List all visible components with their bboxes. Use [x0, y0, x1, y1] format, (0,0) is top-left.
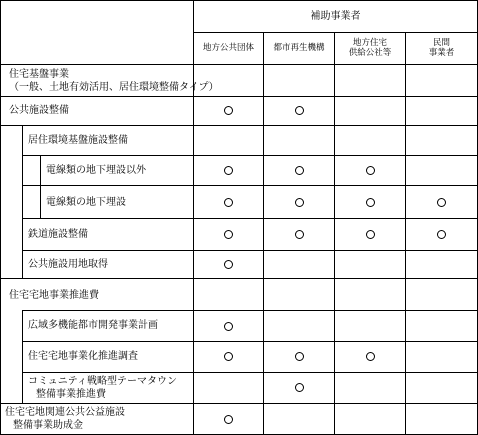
- mark-circle: [295, 166, 304, 175]
- mark-circle: [366, 230, 375, 239]
- row-label-subsidy-1: 住宅宅地関連公共公益施設: [5, 407, 125, 418]
- mark-circle: [224, 260, 233, 269]
- h-line: [193, 32, 477, 33]
- v-line: [263, 32, 264, 435]
- h-line: [22, 218, 478, 219]
- mark-circle: [295, 106, 304, 115]
- header-col-3: 地方住宅 供給公社等: [348, 38, 392, 58]
- h-line: [0, 125, 478, 126]
- row-label-housing-base: 住宅基盤事業: [9, 69, 69, 80]
- row-label-theme-town-2: 整備事業推進費: [36, 389, 106, 400]
- mark-circle: [224, 198, 233, 207]
- mark-circle: [437, 230, 446, 239]
- mark-circle: [224, 352, 233, 361]
- row-label-underground: 電線類の地下埋設: [46, 197, 126, 208]
- v-line: [22, 310, 23, 403]
- v-line: [22, 125, 23, 278]
- h-line: [22, 155, 478, 156]
- h-line: [0, 64, 478, 65]
- mark-circle: [366, 166, 375, 175]
- h-line: [22, 372, 478, 373]
- mark-circle: [295, 198, 304, 207]
- header-group-label: 補助事業者: [310, 11, 361, 22]
- header-col-1: 地方公共団体: [202, 43, 254, 53]
- row-label-living-env: 居住環境基盤施設整備: [28, 135, 128, 146]
- v-line: [193, 0, 194, 435]
- mark-circle: [295, 230, 304, 239]
- mark-circle: [366, 352, 375, 361]
- mark-circle: [224, 415, 233, 424]
- shade-header-left: [1, 1, 193, 63]
- mark-circle: [295, 383, 304, 392]
- header-col-4: 民間 事業者: [428, 38, 455, 58]
- mark-circle: [224, 322, 233, 331]
- h-line: [0, 403, 478, 404]
- mark-circle: [224, 230, 233, 239]
- row-label-land-acquisition: 公共施設用地取得: [28, 259, 108, 270]
- v-line: [405, 32, 406, 435]
- row-label-theme-town-1: コミュニティ戦略型テーマタウン: [28, 376, 177, 387]
- header-col-2: 都市再生機構: [273, 43, 325, 53]
- row-label-multi-function: 広域多機能都市開発事業計画: [28, 320, 158, 331]
- h-line: [22, 310, 478, 311]
- h-line: [22, 185, 478, 186]
- h-line: [22, 250, 478, 251]
- mark-circle: [224, 106, 233, 115]
- h-line: [0, 96, 478, 97]
- row-sublabel-housing-base: （一般、土地有効活用、居住環境整備タイプ）: [9, 82, 219, 93]
- h-line: [0, 278, 478, 279]
- row-label-survey: 住宅宅地事業化推進調査: [28, 351, 138, 362]
- h-line: [22, 341, 478, 342]
- row-label-promotion: 住宅宅地事業推進費: [9, 290, 99, 301]
- mark-circle: [224, 166, 233, 175]
- v-line: [40, 155, 41, 218]
- row-label-public-facility: 公共施設整備: [9, 105, 69, 116]
- mark-circle: [366, 198, 375, 207]
- row-label-non-underground: 電線類の地下埋設以外: [46, 165, 146, 176]
- row-label-railway: 鉄道施設整備: [28, 229, 88, 240]
- v-line: [334, 32, 335, 435]
- mark-circle: [437, 198, 446, 207]
- row-label-subsidy-2: 整備事業助成金: [13, 420, 83, 431]
- mark-circle: [295, 352, 304, 361]
